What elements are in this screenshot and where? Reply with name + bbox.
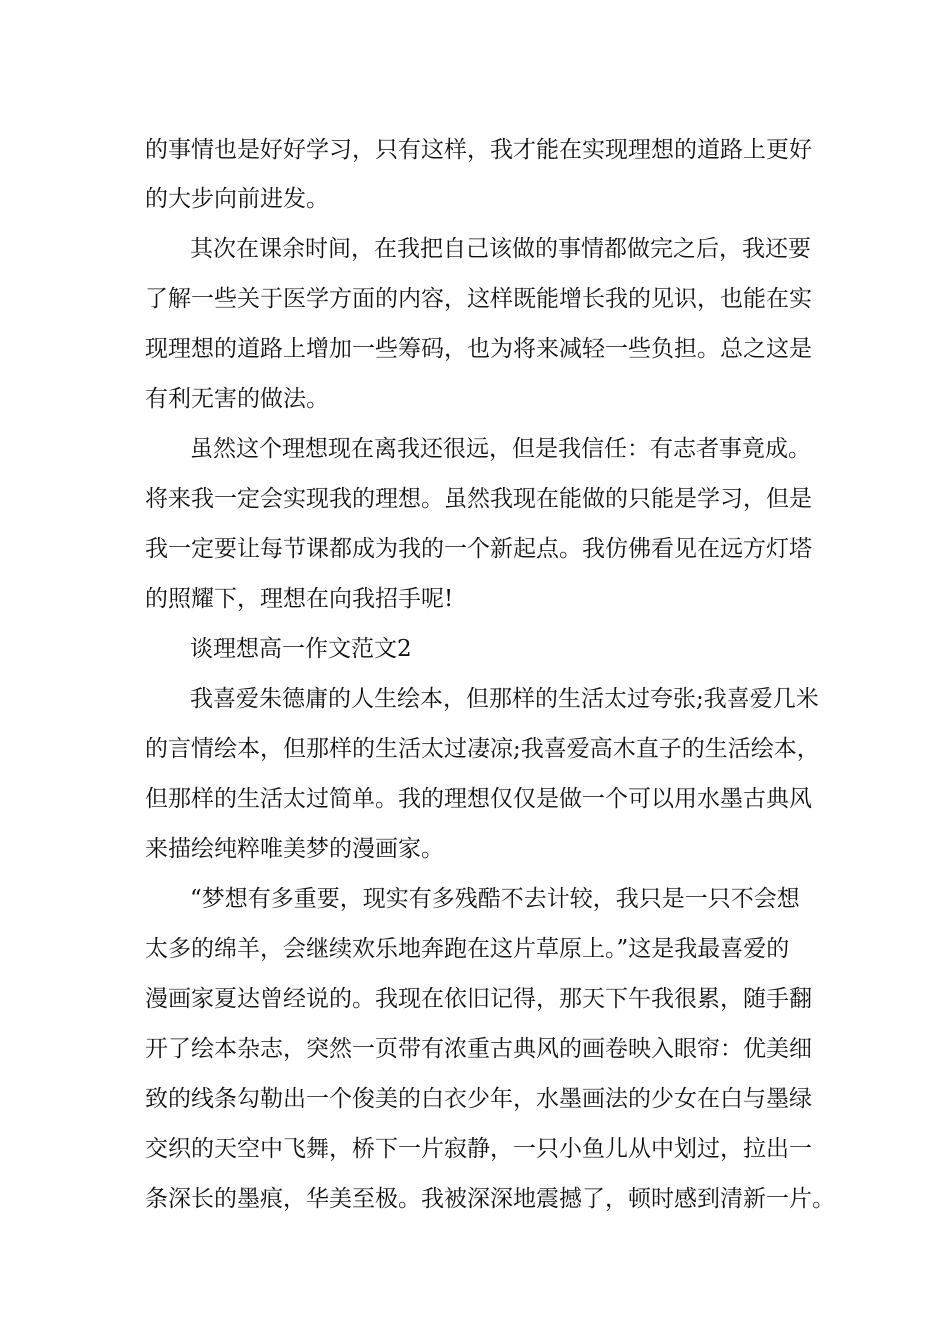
text-line: 的照耀下，理想在向我招手呢! bbox=[145, 586, 454, 612]
section-heading: 谈理想高一作文范文2 bbox=[190, 636, 412, 662]
text-line: 了解一些关于医学方面的内容，这样既能增长我的见识，也能在实 bbox=[145, 286, 812, 312]
text-line: 来描绘纯粹唯美梦的漫画家。 bbox=[145, 836, 444, 862]
paragraph-first-line: 虽然这个理想现在离我还很远，但是我信任：有志者事竟成。 bbox=[190, 436, 811, 462]
text-line: 漫画家夏达曾经说的。我现在依旧记得，那天下午我很累，随手翻 bbox=[145, 986, 812, 1012]
paragraph-first-line: 其次在课余时间，在我把自己该做的事情都做完之后，我还要 bbox=[190, 236, 811, 262]
text-line: 将来我一定会实现我的理想。虽然我现在能做的只能是学习，但是 bbox=[145, 486, 812, 512]
text-line: 太多的绵羊，会继续欢乐地奔跑在这片草原上。”这是我最喜爱的 bbox=[145, 936, 790, 962]
text-line: 的言情绘本，但那样的生活太过凄凉;我喜爱高木直子的生活绘本， bbox=[145, 736, 820, 762]
text-line: 的事情也是好好学习，只有这样，我才能在实现理想的道路上更好 bbox=[145, 137, 812, 163]
paragraph-first-line: 我喜爱朱德庸的人生绘本，但那样的生活太过夸张;我喜爱几米 bbox=[190, 686, 819, 712]
text-line: 有利无害的做法。 bbox=[145, 386, 329, 412]
text-line: 我一定要让每节课都成为我的一个新起点。我仿佛看见在远方灯塔 bbox=[145, 536, 812, 562]
text-line: 现理想的道路上增加一些筹码，也为将来减轻一些负担。总之这是 bbox=[145, 336, 812, 362]
text-line: 的大步向前进发。 bbox=[145, 186, 329, 212]
text-line: 致的线条勾勒出一个俊美的白衣少年，水墨画法的少女在白与墨绿 bbox=[145, 1086, 812, 1112]
text-line: 条深长的墨痕，华美至极。我被深深地震撼了，顿时感到清新一片。 bbox=[145, 1186, 835, 1212]
text-line: 开了绘本杂志，突然一页带有浓重古典风的画卷映入眼帘：优美细 bbox=[145, 1036, 812, 1062]
paragraph-first-line: “梦想有多重要，现实有多残酷不去计较，我只是一只不会想 bbox=[190, 886, 800, 912]
text-line: 但那样的生活太过简单。我的理想仅仅是做一个可以用水墨古典风 bbox=[145, 786, 812, 812]
text-line: 交织的天空中飞舞，桥下一片寂静，一只小鱼儿从中划过，拉出一 bbox=[145, 1136, 812, 1162]
